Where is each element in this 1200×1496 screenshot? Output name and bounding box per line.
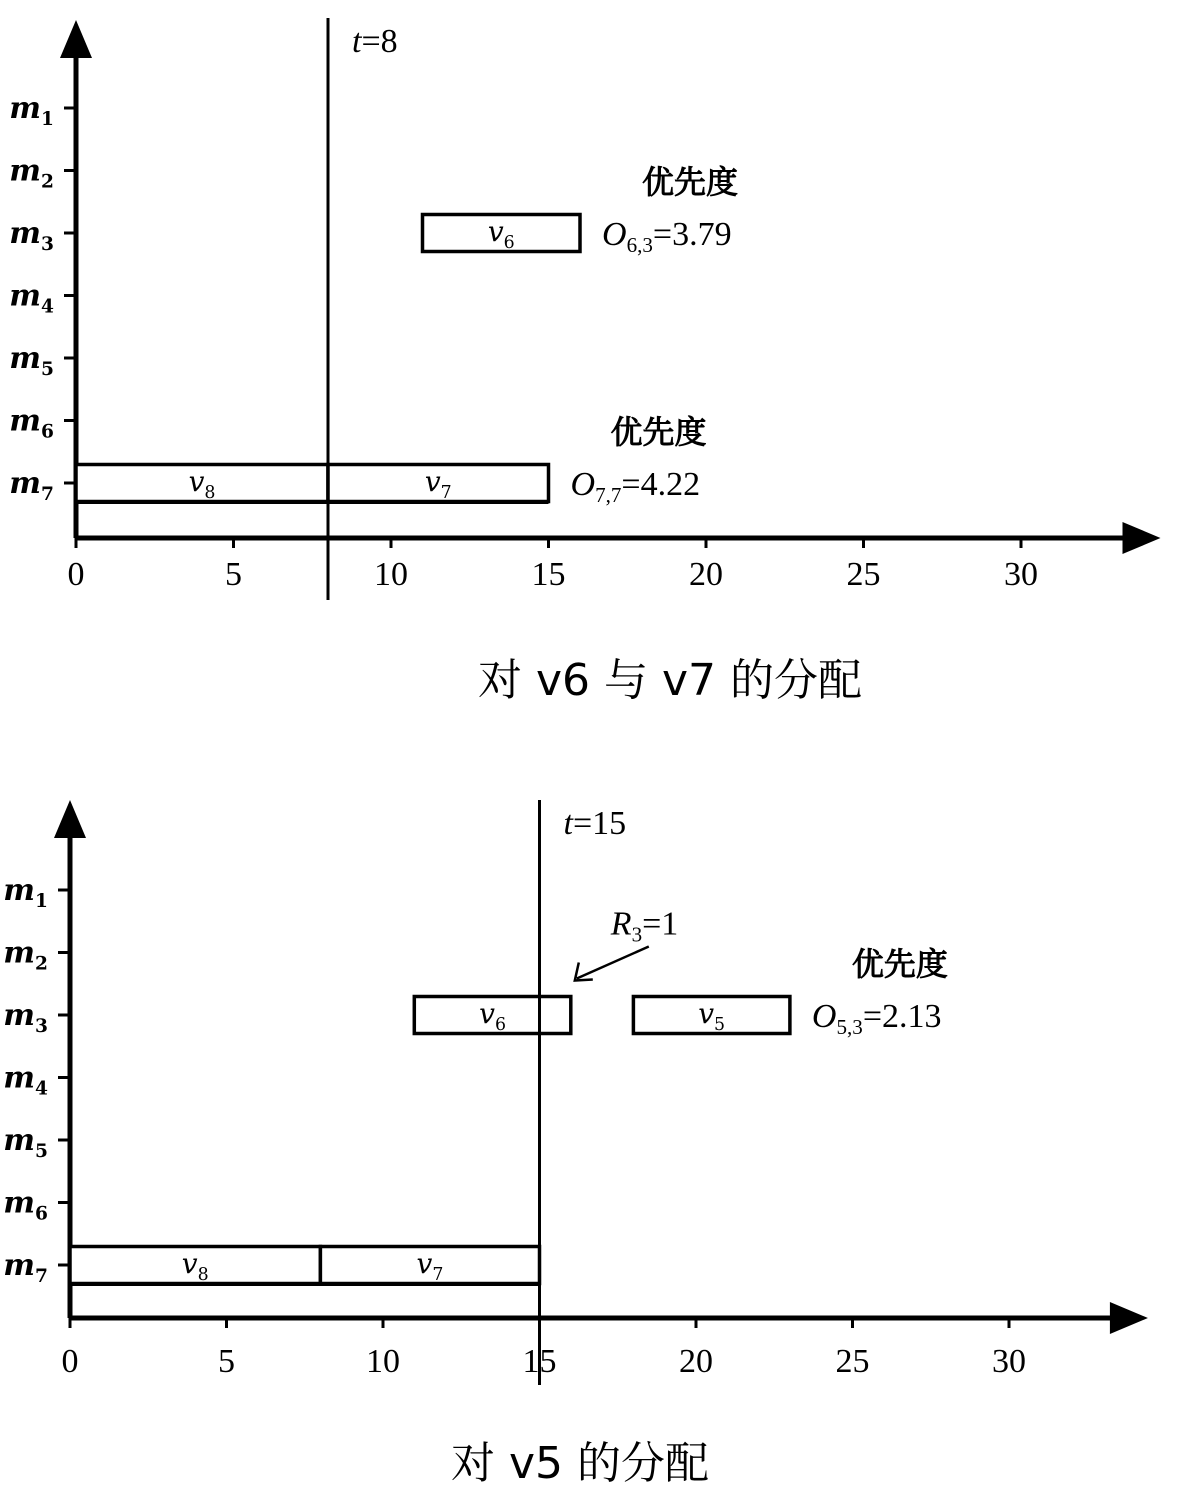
x-tick-label: 0 bbox=[61, 1343, 79, 1380]
annotation-text: $O_{6,3}=3.79$ bbox=[602, 216, 732, 257]
bar-label: $v_6$ bbox=[487, 215, 515, 253]
y-tick-label: $m_7$ bbox=[3, 1248, 48, 1287]
annotation-arrow bbox=[577, 947, 649, 979]
gantt-chart-2 bbox=[3, 800, 1148, 1489]
annotation-text: $O_{5,3}=2.13$ bbox=[811, 998, 942, 1039]
x-tick-label: 20 bbox=[679, 1343, 713, 1380]
y-axis-arrow bbox=[60, 20, 92, 58]
y-tick-label: $m_2$ bbox=[3, 935, 48, 975]
bar-label: $v_5$ bbox=[698, 997, 726, 1035]
y-tick-label: $m_1$ bbox=[3, 873, 48, 912]
x-tick-label: 30 bbox=[992, 1343, 1026, 1380]
bar-label: $v_7$ bbox=[416, 1247, 444, 1285]
y-tick-label: $m_5$ bbox=[3, 1123, 48, 1162]
x-tick-label: 5 bbox=[218, 1343, 235, 1380]
y-tick-label: $m_6$ bbox=[9, 403, 54, 443]
y-tick-label: $m_4$ bbox=[9, 278, 54, 318]
x-tick-label: 25 bbox=[846, 556, 881, 593]
y-tick-label: $m_7$ bbox=[9, 466, 54, 505]
x-tick-label: 25 bbox=[835, 1343, 870, 1380]
time-marker-label: t=15 bbox=[563, 805, 627, 842]
chart-caption: 对 v5 的分配 bbox=[450, 1438, 710, 1489]
gantt-chart-1 bbox=[9, 18, 1160, 706]
annotation-text: $O_{7,7}=4.22$ bbox=[570, 466, 701, 507]
chart-caption: 对 v6 与 v7 的分配 bbox=[477, 655, 863, 706]
x-tick-label: 5 bbox=[225, 556, 242, 593]
bar-label: $v_8$ bbox=[181, 1247, 209, 1285]
time-marker-label: t=8 bbox=[352, 23, 398, 60]
y-tick-label: $m_1$ bbox=[9, 91, 54, 130]
bar-label: $v_8$ bbox=[188, 465, 216, 503]
annotation-title: 优先度 bbox=[610, 413, 707, 451]
y-tick-label: $m_6$ bbox=[3, 1185, 48, 1225]
x-tick-label: 0 bbox=[67, 556, 85, 593]
bar-label: $v_6$ bbox=[479, 997, 506, 1035]
y-tick-label: $m_4$ bbox=[3, 1060, 48, 1100]
y-axis-arrow bbox=[54, 800, 86, 838]
x-tick-label: 20 bbox=[689, 556, 723, 593]
x-tick-label: 10 bbox=[366, 1343, 400, 1380]
x-tick-label: 15 bbox=[522, 1343, 557, 1380]
annotation-title: 优先度 bbox=[851, 945, 948, 983]
x-tick-label: 30 bbox=[1004, 556, 1038, 593]
y-tick-label: $m_5$ bbox=[9, 341, 54, 380]
x-tick-label: 10 bbox=[374, 556, 408, 593]
y-tick-label: $m_3$ bbox=[3, 998, 48, 1037]
y-tick-label: $m_3$ bbox=[9, 216, 54, 255]
annotation-title: 优先度 bbox=[642, 163, 739, 201]
y-tick-label: $m_2$ bbox=[9, 153, 54, 193]
x-tick-label: 15 bbox=[531, 556, 566, 593]
annotation-text: $R_3=1$ bbox=[610, 905, 679, 947]
x-axis-arrow bbox=[1123, 522, 1161, 554]
bar-label: $v_7$ bbox=[424, 465, 452, 503]
x-axis-arrow bbox=[1110, 1302, 1148, 1334]
